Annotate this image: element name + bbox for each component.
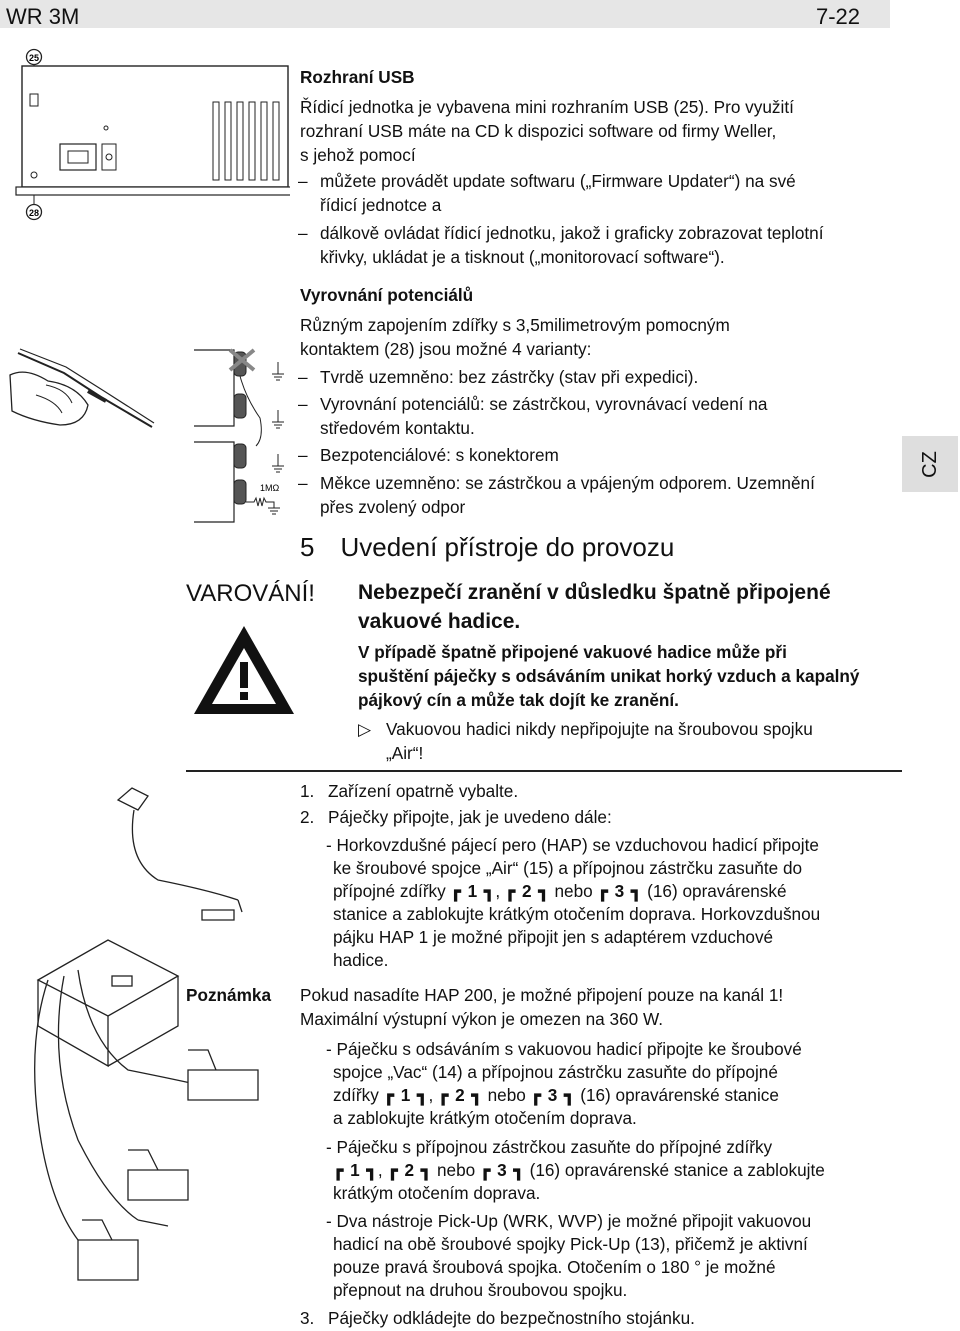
vac-line-2: spojce „Vac“ (14) a přípojnou zástrčku zasuňte do přípojné — [333, 1062, 778, 1082]
separator: , — [428, 1085, 434, 1105]
callout-25: 25 — [28, 53, 40, 63]
step-1-text: Zařízení opatrně vybalte. — [328, 781, 519, 801]
usb-para-1: Řídicí jednotka je vybavena mini rozhraním USB (25). Pro využití — [300, 97, 794, 117]
plug-line-2 — [333, 1159, 825, 1183]
channel-2-label: ┏ 2 ┓ — [438, 1085, 483, 1105]
note-line-2: Maximální výstupní výkon je omezen na 360 W. — [300, 1009, 664, 1029]
channel-2-label: ┏ 2 ┓ — [387, 1160, 433, 1180]
potential-title: Vyrovnání potenciálů — [300, 285, 474, 305]
vac-line-3 — [333, 1084, 779, 1108]
language-tab — [902, 436, 958, 492]
usb-title: Rozhraní USB — [300, 67, 415, 87]
pickup-line-3: pouze pravá šroubová spojka. Otočením o 180 ° je možné — [333, 1257, 776, 1277]
step-1-number: 1. — [300, 781, 315, 801]
pickup-line-4: přepnout na druhou šroubovou spojku. — [333, 1280, 628, 1300]
section-number: 5 — [300, 532, 315, 562]
warning-triangle-icon — [190, 622, 298, 718]
channel-3-label: ┏ 3 ┓ — [480, 1160, 525, 1180]
soldering-station-figure — [8, 780, 278, 1320]
hap-line-5: pájku HAP 1 je možné připojit jen s adaptérem vzduchové — [333, 927, 774, 947]
usb-item-2-line-1: dálkově ovládat řídicí jednotku, jakož i graficky zobrazovat teplotní — [320, 223, 824, 243]
hap-line-3-post: (16) opravárenské — [647, 881, 787, 901]
hap-line-2: ke šroubové spojce „Air“ (15) a přípojnou zástrčku zasuňte do — [333, 858, 803, 878]
vac-line-1: - Páječku s odsáváním s vakuovou hadicí připojte ke šroubové — [326, 1039, 802, 1059]
plug-line-3: krátkým otočením doprava. — [333, 1183, 541, 1203]
step-3-number: 3. — [300, 1308, 315, 1328]
soldering-iron-hand-figure — [6, 345, 166, 445]
potential-item-2-line-1: Vyrovnání potenciálů: se zástrčkou, vyrovnávací vedení na — [320, 394, 768, 414]
hap-line-3 — [333, 880, 787, 904]
usb-para-2: rozhraní USB máte na CD k dispozici software od firmy Weller, — [300, 121, 777, 141]
vac-line-3-pre: zdířky — [333, 1085, 379, 1105]
potential-item-4-line-1: Měkce uzemněno: se zástrčkou a vpájeným odporem. Uzemnění — [320, 473, 815, 493]
usb-item-1-line-2: řídicí jednotce a — [320, 195, 442, 215]
warning-body-1: V případě špatně připojené vakuové hadice může při — [358, 642, 787, 662]
bullet-dash: – — [298, 394, 308, 414]
channel-3-label: ┏ 3 ┓ — [597, 881, 643, 901]
bullet-dash: – — [298, 171, 308, 191]
callout-28: 28 — [28, 208, 40, 218]
usb-item-1-line-1: můžete provádět update softwaru („Firmware Updater“) na své — [320, 171, 796, 191]
warning-action-1: Vakuovou hadici nikdy nepřipojujte na šroubovou spojku — [386, 719, 813, 739]
separator: , — [377, 1160, 383, 1180]
model-name: WR 3M — [6, 4, 80, 29]
potential-item-2-line-2: středovém kontaktu. — [320, 418, 475, 438]
separator: , — [495, 881, 501, 901]
section-heading — [300, 530, 674, 564]
note-label: Poznámka — [186, 985, 272, 1005]
section-title: Uvedení přístroje do provozu — [340, 532, 675, 562]
warning-headline-2: vakuové hadice. — [358, 610, 521, 633]
bullet-dash: – — [298, 223, 308, 243]
bullet-dash: – — [298, 445, 308, 465]
usb-item-2-line-2: křivky, ukládat je a tisknout („monitorovací software“). — [320, 247, 725, 267]
hap-line-4: stanice a zablokujte krátkým otočením doprava. Horkovzdušnou — [333, 904, 821, 924]
bullet-dash: – — [298, 473, 308, 493]
channel-2-label: ┏ 2 ┓ — [504, 881, 550, 901]
plug-line-2-post: (16) opravárenské stanice a zablokujte — [529, 1160, 825, 1180]
usb-para-3: s jehož pomocí — [300, 145, 416, 165]
warning-label: VAROVÁNÍ! — [186, 580, 315, 607]
pickup-line-1: - Dva nástroje Pick-Up (WRK, WVP) je možné připojit vakuovou — [326, 1211, 812, 1231]
vac-line-3-post: (16) opravárenské stanice — [580, 1085, 779, 1105]
word-nebo: nebo — [487, 1085, 526, 1105]
warning-body-2: spuštění páječky s odsáváním unikat horký vzduch a kapalný — [358, 666, 860, 686]
vac-line-4: a zablokujte krátkým otočením doprava. — [333, 1108, 637, 1128]
potential-para-2: kontaktem (28) jsou možné 4 varianty: — [300, 339, 592, 359]
resistor-label: 1MΩ — [260, 483, 280, 493]
warning-action-2: „Air“! — [386, 743, 424, 763]
word-nebo: nebo — [436, 1160, 476, 1180]
step-2-number: 2. — [300, 807, 315, 827]
pickup-line-2: hadicí na obě šroubové spojky Pick-Up (13), přičemž je aktivní — [333, 1234, 808, 1254]
potential-item-4-line-2: přes zvolený odpor — [320, 497, 466, 517]
word-nebo: nebo — [554, 881, 593, 901]
hap-line-3-pre: přípojné zdířky — [333, 881, 446, 901]
note-line-1: Pokud nasadíte HAP 200, je možné připojení pouze na kanál 1! — [300, 985, 784, 1005]
separator-line — [186, 770, 902, 772]
back-panel-figure — [10, 44, 290, 224]
hap-line-6: hadice. — [333, 950, 389, 970]
channel-1-label: ┏ 1 ┓ — [383, 1085, 429, 1105]
action-arrow-icon: ▷ — [358, 719, 372, 739]
warning-body-3: pájkový cín a může tak dojít ke zranění. — [358, 690, 679, 710]
plug-line-1: - Páječku s přípojnou zástrčkou zasuňte do přípojné zdířky — [326, 1137, 773, 1157]
language-tab-label: CZ — [918, 450, 941, 478]
potential-para-1: Různým zapojením zdířky s 3,5milimetrovým pomocným — [300, 315, 730, 335]
channel-1-label: ┏ 1 ┓ — [333, 1160, 378, 1180]
potential-item-1: Tvrdě uzemněno: bez zástrčky (stav při expedici). — [320, 367, 699, 387]
step-3-text: Páječky odkládejte do bezpečnostního stojánku. — [328, 1308, 695, 1328]
bullet-dash: – — [298, 367, 308, 387]
channel-1-label: ┏ 1 ┓ — [450, 881, 496, 901]
potential-item-3: Bezpotenciálové: s konektorem — [320, 445, 559, 465]
warning-headline-1: Nebezpečí zranění v důsledku špatně připojené — [358, 581, 831, 604]
step-2-text: Páječky připojte, jak je uvedeno dále: — [328, 807, 612, 827]
channel-3-label: ┏ 3 ┓ — [530, 1085, 576, 1105]
hap-line-1: - Horkovzdušné pájecí pero (HAP) se vzduchovou hadicí připojte — [326, 835, 819, 855]
page-number: 7-22 — [816, 4, 861, 29]
grounding-variants-figure — [190, 338, 300, 528]
page-header-bar — [0, 0, 890, 28]
